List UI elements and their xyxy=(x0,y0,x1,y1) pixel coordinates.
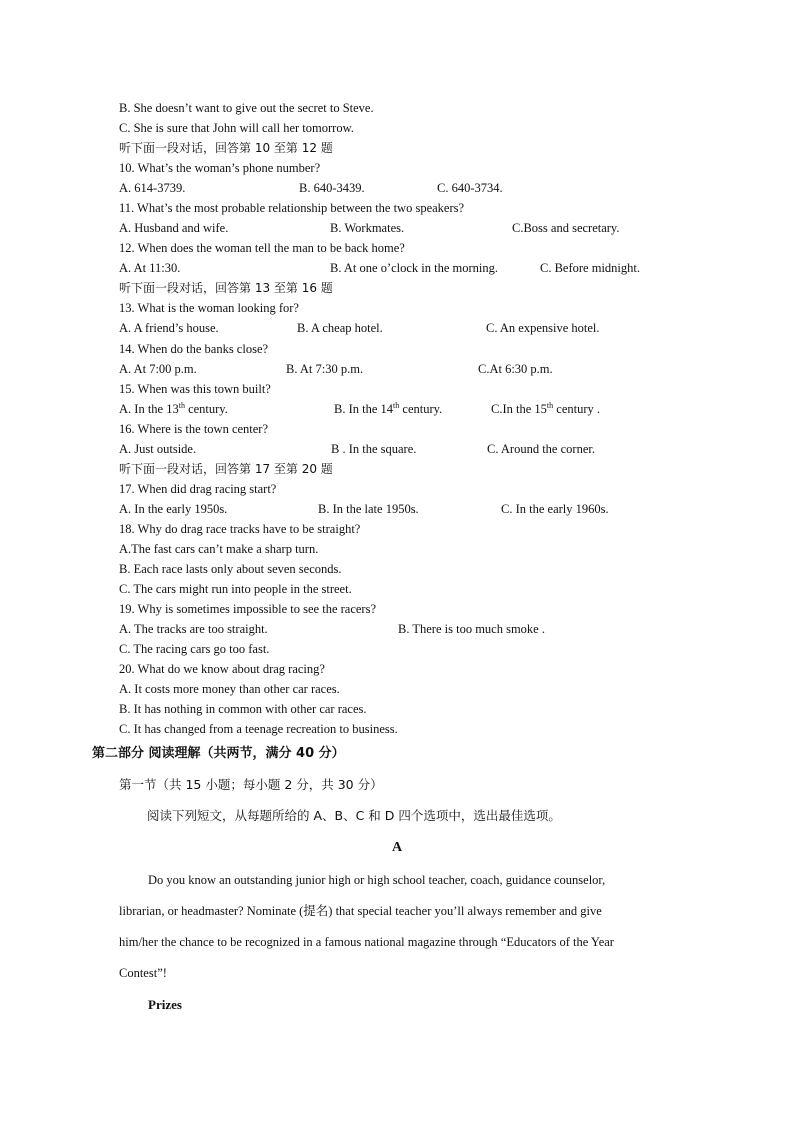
q15-option-b xyxy=(334,401,442,417)
question-20: 20. What do we know about drag racing? xyxy=(119,662,325,676)
q15-option-a-text: A. In the 13 xyxy=(119,402,179,416)
q16-option-a: A. Just outside. xyxy=(119,442,197,456)
q17-option-b: B. In the late 1950s. xyxy=(318,502,419,516)
passage-label: A xyxy=(391,840,403,855)
q10-option-b: B. 640-3439. xyxy=(299,181,365,195)
q12-option-b: B. At one o’clock in the morning. xyxy=(330,261,499,275)
reading-instruction: 阅读下列短文，从每题所给的 A、B、C 和 D 四个选项中，选出最佳选项。 xyxy=(147,808,561,823)
q15-option-a xyxy=(119,401,228,417)
question-17: 17. When did drag racing start? xyxy=(119,482,277,496)
q16-option-b: B . In the square. xyxy=(331,442,417,456)
q15-option-c-text: C.In the 15 xyxy=(491,402,547,416)
section-instruction: 听下面一段对话，回答第 13 至第 16 题 xyxy=(119,281,333,295)
q19-option-c: C. The racing cars go too fast. xyxy=(119,642,270,656)
q18-option-a: A.The fast cars can’t make a sharp turn. xyxy=(119,542,319,556)
question-10: 10. What’s the woman’s phone number? xyxy=(119,161,321,175)
q15-option-b-text: century. xyxy=(399,402,443,416)
section-instruction: 听下面一段对话，回答第 10 至第 12 题 xyxy=(119,141,333,155)
superscript: th xyxy=(178,400,185,410)
q17-option-c: C. In the early 1960s. xyxy=(501,502,609,516)
question-14: 14. When do the banks close? xyxy=(119,342,269,356)
section-heading: 第一节（共 15 小题；每小题 2 分，共 30 分） xyxy=(119,777,383,792)
question-18: 18. Why do drag race tracks have to be straight? xyxy=(119,522,361,536)
q11-option-a: A. Husband and wife. xyxy=(119,221,229,235)
question-15: 15. When was this town built? xyxy=(119,382,271,396)
q18-option-b: B. Each race lasts only about seven seconds. xyxy=(119,562,342,576)
q12-option-a: A. At 11:30. xyxy=(119,261,181,275)
q14-option-a: A. At 7:00 p.m. xyxy=(119,362,197,376)
q13-option-b: B. A cheap hotel. xyxy=(297,321,383,335)
q19-option-b: B. There is too much smoke . xyxy=(398,622,545,636)
passage-line: Contest”! xyxy=(119,966,167,980)
q15-option-b-text: B. In the 14 xyxy=(334,402,394,416)
superscript: th xyxy=(393,400,400,410)
q18-option-c: C. The cars might run into people in the street. xyxy=(119,582,352,596)
q10-option-c: C. 640-3734. xyxy=(437,181,503,195)
passage-line: librarian, or headmaster? Nominate (提名) that special teacher you’ll always remember and give xyxy=(119,904,602,918)
q15-option-c xyxy=(491,401,600,417)
q15-option-c-text: century . xyxy=(553,402,600,416)
q11-option-b: B. Workmates. xyxy=(330,221,405,235)
question-13: 13. What is the woman looking for? xyxy=(119,301,299,315)
q10-option-a: A. 614-3739. xyxy=(119,181,186,195)
passage-line: him/her the chance to be recognized in a famous national magazine through “Educators of the Year xyxy=(119,935,614,949)
q20-option-c: C. It has changed from a teenage recreation to business. xyxy=(119,722,398,736)
q13-option-a: A. A friend’s house. xyxy=(119,321,219,335)
q12-option-c: C. Before midnight. xyxy=(540,261,640,275)
q20-option-b: B. It has nothing in common with other car races. xyxy=(119,702,367,716)
q11-option-c: C.Boss and secretary. xyxy=(512,221,620,235)
q15-option-a-text: century. xyxy=(184,402,228,416)
q14-option-b: B. At 7:30 p.m. xyxy=(286,362,364,376)
part-heading: 第二部分 阅读理解（共两节，满分 40 分） xyxy=(92,746,345,761)
q14-option-c: C.At 6:30 p.m. xyxy=(478,362,553,376)
question-12: 12. When does the woman tell the man to be back home? xyxy=(119,241,405,255)
q17-option-a: A. In the early 1950s. xyxy=(119,502,228,516)
q16-option-c: C. Around the corner. xyxy=(487,442,595,456)
q20-option-a: A. It costs more money than other car races. xyxy=(119,682,340,696)
q13-option-c: C. An expensive hotel. xyxy=(486,321,600,335)
question-11: 11. What’s the most probable relationship between the two speakers? xyxy=(119,201,465,215)
question-19: 19. Why is sometimes impossible to see the racers? xyxy=(119,602,377,616)
section-instruction: 听下面一段对话，回答第 17 至第 20 题 xyxy=(119,462,333,476)
q9-option-b: B. She doesn’t want to give out the secret to Steve. xyxy=(119,101,374,115)
q19-option-a: A. The tracks are too straight. xyxy=(119,622,268,636)
prizes-heading: Prizes xyxy=(148,997,182,1012)
superscript: th xyxy=(546,400,554,410)
question-16: 16. Where is the town center? xyxy=(119,422,269,436)
q9-option-c: C. She is sure that John will call her tomorrow. xyxy=(119,121,354,135)
passage-line: Do you know an outstanding junior high or high school teacher, coach, guidance counselor, xyxy=(148,873,606,887)
